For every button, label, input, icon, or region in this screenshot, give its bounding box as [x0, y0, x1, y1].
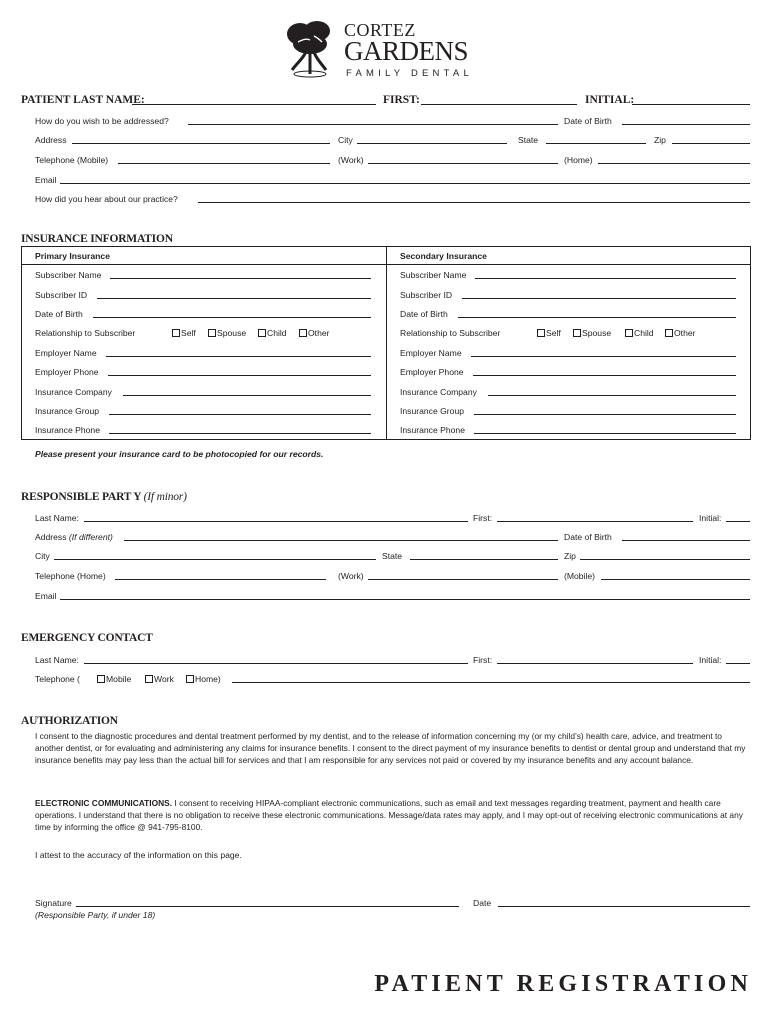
resp-work-label: (Work): [338, 571, 364, 581]
resp-city-label: City: [35, 551, 50, 561]
addressed-field[interactable]: [188, 124, 558, 125]
resp-initial-field[interactable]: [726, 521, 750, 522]
patient-city-field[interactable]: [357, 143, 507, 144]
secondary-employer-name-field[interactable]: [471, 356, 736, 357]
secondary-company-label: Insurance Company: [400, 387, 477, 397]
authorization-consent: I consent to the diagnostic procedures and dental treatment performed by my dentist, and to the release of information concerning my (or my child’s) health care, advice, and treatment to another dentist, or for evaluating and administering any claims for insurance benefits. I consent to the direct payment of my insurance benefits to dentist or dental group and understand that my insurance benefits may pay less than the actual bill for services and that I am responsible for any services not paid or covered by my insurance benefits and any account balance.: [35, 731, 746, 766]
resp-work-field[interactable]: [368, 579, 558, 580]
insurance-table: [21, 246, 751, 440]
insurance-divider: [386, 247, 387, 439]
resp-last-name-label: Last Name:: [35, 513, 79, 523]
ec-text: I consent to receiving HIPAA-compliant electronic communications, such as email and text messages regarding treatment, payment and health care operations. I understand that there is no obligation to receive these electronic communications. Message/data rates may apply, and I may opt-out of receiving electronic communications at any time by informing the office @ 941-795-8100.: [35, 798, 743, 833]
primary-rel-spouse[interactable]: Spouse: [208, 328, 246, 338]
primary-group-label: Insurance Group: [35, 406, 100, 416]
resp-zip-field[interactable]: [580, 559, 750, 560]
resp-address-field[interactable]: [124, 540, 558, 541]
patient-email-field[interactable]: [60, 183, 750, 184]
primary-subscriber-name-field[interactable]: [110, 278, 371, 279]
patient-tel-mobile-field[interactable]: [118, 163, 330, 164]
electronic-communications: [35, 797, 750, 834]
emergency-title: EMERGENCY CONTACT: [21, 632, 153, 644]
primary-employer-name-field[interactable]: [106, 356, 371, 357]
patient-first-label: FIRST:: [383, 94, 420, 106]
signature-field[interactable]: [76, 906, 459, 907]
primary-rel-other[interactable]: Other: [299, 328, 330, 338]
resp-email-field[interactable]: [60, 599, 750, 600]
secondary-phone-label: Insurance Phone: [400, 425, 465, 435]
patient-dob-field[interactable]: [622, 124, 750, 125]
resp-mobile-label: (Mobile): [564, 571, 596, 581]
responsible-title: [21, 491, 187, 503]
secondary-subscriber-name-field[interactable]: [475, 278, 736, 279]
emerg-last-name-label: Last Name:: [35, 655, 79, 665]
patient-email-label: Email: [35, 175, 57, 185]
insurance-note: Please present your insurance card to be photocopied for our records.: [35, 449, 324, 459]
resp-state-field[interactable]: [410, 559, 558, 560]
page-title: PATIENT REGISTRATION: [374, 971, 752, 997]
patient-zip-label: Zip: [654, 135, 666, 145]
tree-icon: [284, 20, 336, 80]
resp-email-label: Email: [35, 591, 57, 601]
logo-line1: CORTEZ: [344, 20, 416, 40]
primary-rel-child[interactable]: Child: [258, 328, 287, 338]
resp-dob-label: Date of Birth: [564, 532, 612, 542]
patient-city-label: City: [338, 135, 353, 145]
secondary-dob-label: Date of Birth: [400, 309, 448, 319]
emerg-work-option[interactable]: Work: [145, 674, 174, 684]
resp-mobile-field[interactable]: [601, 579, 750, 580]
ec-heading: ELECTRONIC COMMUNICATIONS.: [35, 798, 173, 808]
hear-label: How did you hear about our practice?: [35, 194, 178, 204]
hear-field[interactable]: [198, 202, 750, 203]
secondary-rel-child[interactable]: Child: [625, 328, 654, 338]
emerg-first-field[interactable]: [497, 663, 693, 664]
checkbox-icon: [665, 329, 673, 337]
patient-home-label: (Home): [564, 155, 593, 165]
resp-first-field[interactable]: [497, 521, 693, 522]
resp-address-label: Address (If different): [35, 532, 113, 542]
emerg-telephone-label: Telephone (: [35, 674, 80, 684]
patient-state-field[interactable]: [546, 143, 646, 144]
patient-initial-label: INITIAL:: [585, 94, 635, 106]
resp-tel-home-field[interactable]: [115, 579, 326, 580]
emerg-initial-label: Initial:: [699, 655, 722, 665]
logo-line2: GARDENS: [344, 36, 469, 66]
signature-label: Signature: [35, 898, 72, 908]
secondary-employer-phone-field[interactable]: [473, 375, 736, 376]
emerg-home-option[interactable]: Home): [186, 674, 221, 684]
patient-address-field[interactable]: [72, 143, 330, 144]
secondary-dob-field[interactable]: [458, 317, 736, 318]
emerg-telephone-field[interactable]: [232, 682, 750, 683]
emerg-last-name-field[interactable]: [84, 663, 468, 664]
patient-zip-field[interactable]: [672, 143, 750, 144]
primary-relationship-label: Relationship to Subscriber: [35, 328, 136, 338]
resp-state-label: State: [382, 551, 403, 561]
patient-state-label: State: [518, 135, 539, 145]
primary-subscriber-id-label: Subscriber ID: [35, 290, 88, 300]
secondary-subscriber-name-label: Subscriber Name: [400, 270, 467, 280]
primary-rel-self[interactable]: Self: [172, 328, 196, 338]
primary-subscriber-id-field[interactable]: [97, 298, 371, 299]
authorization-title: AUTHORIZATION: [21, 715, 118, 727]
primary-employer-name-label: Employer Name: [35, 348, 97, 358]
secondary-phone-field[interactable]: [474, 433, 736, 434]
emerg-mobile-option[interactable]: Mobile: [97, 674, 131, 684]
secondary-rel-other[interactable]: Other: [665, 328, 696, 338]
emerg-first-label: First:: [473, 655, 493, 665]
patient-dob-label: Date of Birth: [564, 116, 612, 126]
primary-insurance-header: Primary Insurance: [35, 251, 110, 261]
logo: [284, 18, 484, 82]
primary-employer-phone-label: Employer Phone: [35, 367, 99, 377]
secondary-insurance-header: Secondary Insurance: [400, 251, 487, 261]
responsible-title-text: RESPONSIBLE PART Y: [21, 491, 141, 503]
checkbox-icon: [186, 675, 194, 683]
resp-zip-label: Zip: [564, 551, 576, 561]
logo-line3: FAMILY DENTAL: [346, 68, 473, 79]
resp-tel-home-label: Telephone (Home): [35, 571, 106, 581]
patient-initial-field[interactable]: [632, 104, 750, 105]
primary-group-field[interactable]: [109, 414, 371, 415]
patient-work-label: (Work): [338, 155, 364, 165]
checkbox-icon: [573, 329, 581, 337]
secondary-company-field[interactable]: [488, 395, 736, 396]
primary-dob-field[interactable]: [93, 317, 371, 318]
secondary-relationship-label: Relationship to Subscriber: [400, 328, 501, 338]
patient-address-label: Address: [35, 135, 67, 145]
emerg-initial-field[interactable]: [726, 663, 750, 664]
resp-last-name-field[interactable]: [84, 521, 468, 522]
date-field[interactable]: [498, 906, 750, 907]
patient-home-field[interactable]: [598, 163, 750, 164]
primary-phone-field[interactable]: [109, 433, 371, 434]
patient-last-name-label: PATIENT LAST NAME:: [21, 94, 145, 106]
checkbox-icon: [97, 675, 105, 683]
primary-company-field[interactable]: [123, 395, 371, 396]
checkbox-icon: [172, 329, 180, 337]
secondary-group-field[interactable]: [474, 414, 736, 415]
primary-employer-phone-field[interactable]: [108, 375, 371, 376]
resp-dob-field[interactable]: [622, 540, 750, 541]
primary-phone-label: Insurance Phone: [35, 425, 100, 435]
checkbox-icon: [299, 329, 307, 337]
secondary-group-label: Insurance Group: [400, 406, 465, 416]
signature-note: (Responsible Party, if under 18): [35, 910, 156, 920]
date-label: Date: [473, 898, 492, 908]
secondary-employer-phone-label: Employer Phone: [400, 367, 464, 377]
patient-last-name-field[interactable]: [132, 104, 376, 105]
patient-first-field[interactable]: [421, 104, 577, 105]
secondary-rel-spouse[interactable]: Spouse: [573, 328, 611, 338]
checkbox-icon: [258, 329, 266, 337]
primary-subscriber-name-label: Subscriber Name: [35, 270, 102, 280]
primary-company-label: Insurance Company: [35, 387, 112, 397]
responsible-title-note: (If minor): [143, 491, 187, 503]
secondary-employer-name-label: Employer Name: [400, 348, 462, 358]
insurance-title: INSURANCE INFORMATION: [21, 233, 173, 245]
secondary-subscriber-id-field[interactable]: [462, 298, 736, 299]
resp-initial-label: Initial:: [699, 513, 722, 523]
patient-tel-mobile-label: Telephone (Mobile): [35, 155, 109, 165]
secondary-subscriber-id-label: Subscriber ID: [400, 290, 453, 300]
addressed-label: How do you wish to be addressed?: [35, 116, 169, 126]
resp-first-label: First:: [473, 513, 493, 523]
secondary-rel-self[interactable]: Self: [537, 328, 561, 338]
checkbox-icon: [537, 329, 545, 337]
resp-city-field[interactable]: [54, 559, 376, 560]
primary-dob-label: Date of Birth: [35, 309, 83, 319]
attest-text: I attest to the accuracy of the information on this page.: [35, 850, 242, 860]
checkbox-icon: [208, 329, 216, 337]
checkbox-icon: [145, 675, 153, 683]
patient-work-field[interactable]: [368, 163, 558, 164]
checkbox-icon: [625, 329, 633, 337]
